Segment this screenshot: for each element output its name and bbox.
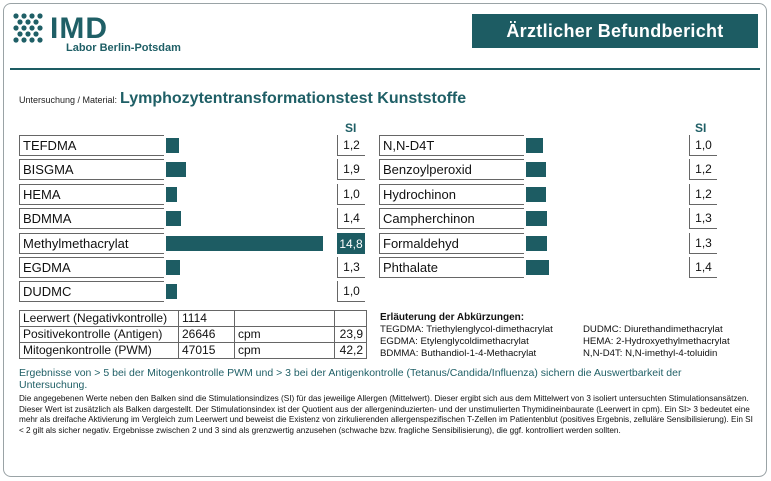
criteria-note: Ergebnisse von > 5 bei der Mitogenkontrolle PWM und > 3 bei der Antigenkontrolle (Tetanus/Candida/Influenza) sichern die Auswertbarkeit der Untersuchung. [19,367,682,391]
si-value: 1,3 [689,208,717,229]
control-label: Mitogenkontrolle (PWM) [20,343,179,359]
control-label: Leerwert (Negativkontrolle) [20,311,179,327]
control-si: 42,2 [335,343,367,359]
si-bar [166,187,177,202]
logo-name: IMD [50,12,108,45]
allergen-label: Methylmethacrylat [19,233,164,254]
explanation-note: Die angegebenen Werte neben den Balken sind die Stimulationsindizes (SI) für das jeweilige Allergen (Mittelwert). Dieser ergibt sich aus dem Mittelwert von 3 isoliert untersuchten Stimulationsansätzen. Dieser Wert ist zusätzlich als Balken dargestellt. Der Stimulationsindex ist der Quotient aus der allergeninduzierten- und der unstimulierten Thymidineinbaurate (Leerwert in cpm). Ein SI> 3 bedeutet eine mehr als dreifache Aktivierung im Vergleich zum Leerwert und beweist die Existenz von zirkulierenden allergenspezifischen T-Zellen im Patientenblut (positives Ergebnis, zelluläre Sensibilisierung). Ein SI < 2 gilt als sicher negativ. Ergebnisse zwischen 2 und 3 sind als grenzwertig anzusehen (schwache bzw. fragliche Sensibilisierung), die ggf. kontrolliert werden sollten. [19,394,753,435]
allergen-label: DUDMC [19,281,164,302]
abbreviation-item: BDMMA: Buthandiol-1-4-Methacrylat [380,348,537,359]
abbreviations-title: Erläuterung der Abkürzungen: [380,312,525,323]
control-si [335,311,367,327]
abbreviation-item: DUDMC: Diurethandimethacrylat [583,324,723,335]
logo-dots-icon [12,12,46,46]
si-value: 1,3 [337,257,365,278]
allergen-label: Phthalate [379,257,524,278]
allergen-label: Hydrochinon [379,184,524,205]
report-title: Ärztlicher Befundbericht [472,14,758,48]
si-value: 1,4 [689,257,717,278]
si-value: 1,0 [337,281,365,302]
table-row [20,311,367,327]
si-bar [166,236,323,251]
si-bar [166,162,186,177]
control-value: 1114 [179,311,235,327]
exam-value: Lymphozytentransformationstest Kunststoffe [120,90,467,107]
table-row [20,327,367,343]
allergen-label: N,N-D4T [379,135,524,156]
si-value: 14,8 [337,233,365,254]
si-bar [166,284,177,299]
abbreviations [380,312,765,360]
si-bar [526,138,543,153]
control-label: Positivekontrolle (Antigen) [20,327,179,343]
logo [12,12,192,54]
si-bar [526,162,546,177]
si-value: 1,3 [689,233,717,254]
table-row [20,343,367,359]
si-bar [526,236,547,251]
allergen-label: TEFDMA [19,135,164,156]
abbreviation-item: TEGDMA: Triethylenglycol-dimethacrylat [380,324,553,335]
si-value: 1,0 [337,184,365,205]
si-header-right: SI [695,121,707,135]
control-unit: cpm [235,343,335,359]
allergen-label: BDMMA [19,208,164,229]
si-bar [166,260,180,275]
si-value: 1,0 [689,135,717,156]
si-bar [526,187,546,202]
control-si: 23,9 [335,327,367,343]
control-value: 26646 [179,327,235,343]
si-bar [166,211,181,226]
abbreviation-item: HEMA: 2-Hydroxyethylmethacrylat [583,336,730,347]
allergen-label: Formaldehyd [379,233,524,254]
si-value: 1,2 [689,159,717,180]
allergen-label: HEMA [19,184,164,205]
allergen-label: Benzoylperoxid [379,159,524,180]
si-bar [526,211,547,226]
control-value: 47015 [179,343,235,359]
abbreviation-item: N,N-D4T: N,N-imethyl-4-toluidin [583,348,718,359]
allergen-label: EGDMA [19,257,164,278]
si-value: 1,9 [337,159,365,180]
control-unit [235,311,335,327]
allergen-label: Campherchinon [379,208,524,229]
si-value: 1,2 [689,184,717,205]
logo-subtitle: Labor Berlin-Potsdam [66,42,181,54]
abbreviation-item: EGDMA: Etylenglycoldimethacrylat [380,336,529,347]
si-bar [526,260,549,275]
exam-line [19,90,466,108]
header-divider [10,68,760,70]
si-header-left: SI [345,121,357,135]
si-bar [166,138,179,153]
controls-table [19,310,367,359]
si-value: 1,2 [337,135,365,156]
si-value: 1,4 [337,208,365,229]
exam-label: Untersuchung / Material: [19,95,118,105]
allergen-label: BISGMA [19,159,164,180]
control-unit: cpm [235,327,335,343]
